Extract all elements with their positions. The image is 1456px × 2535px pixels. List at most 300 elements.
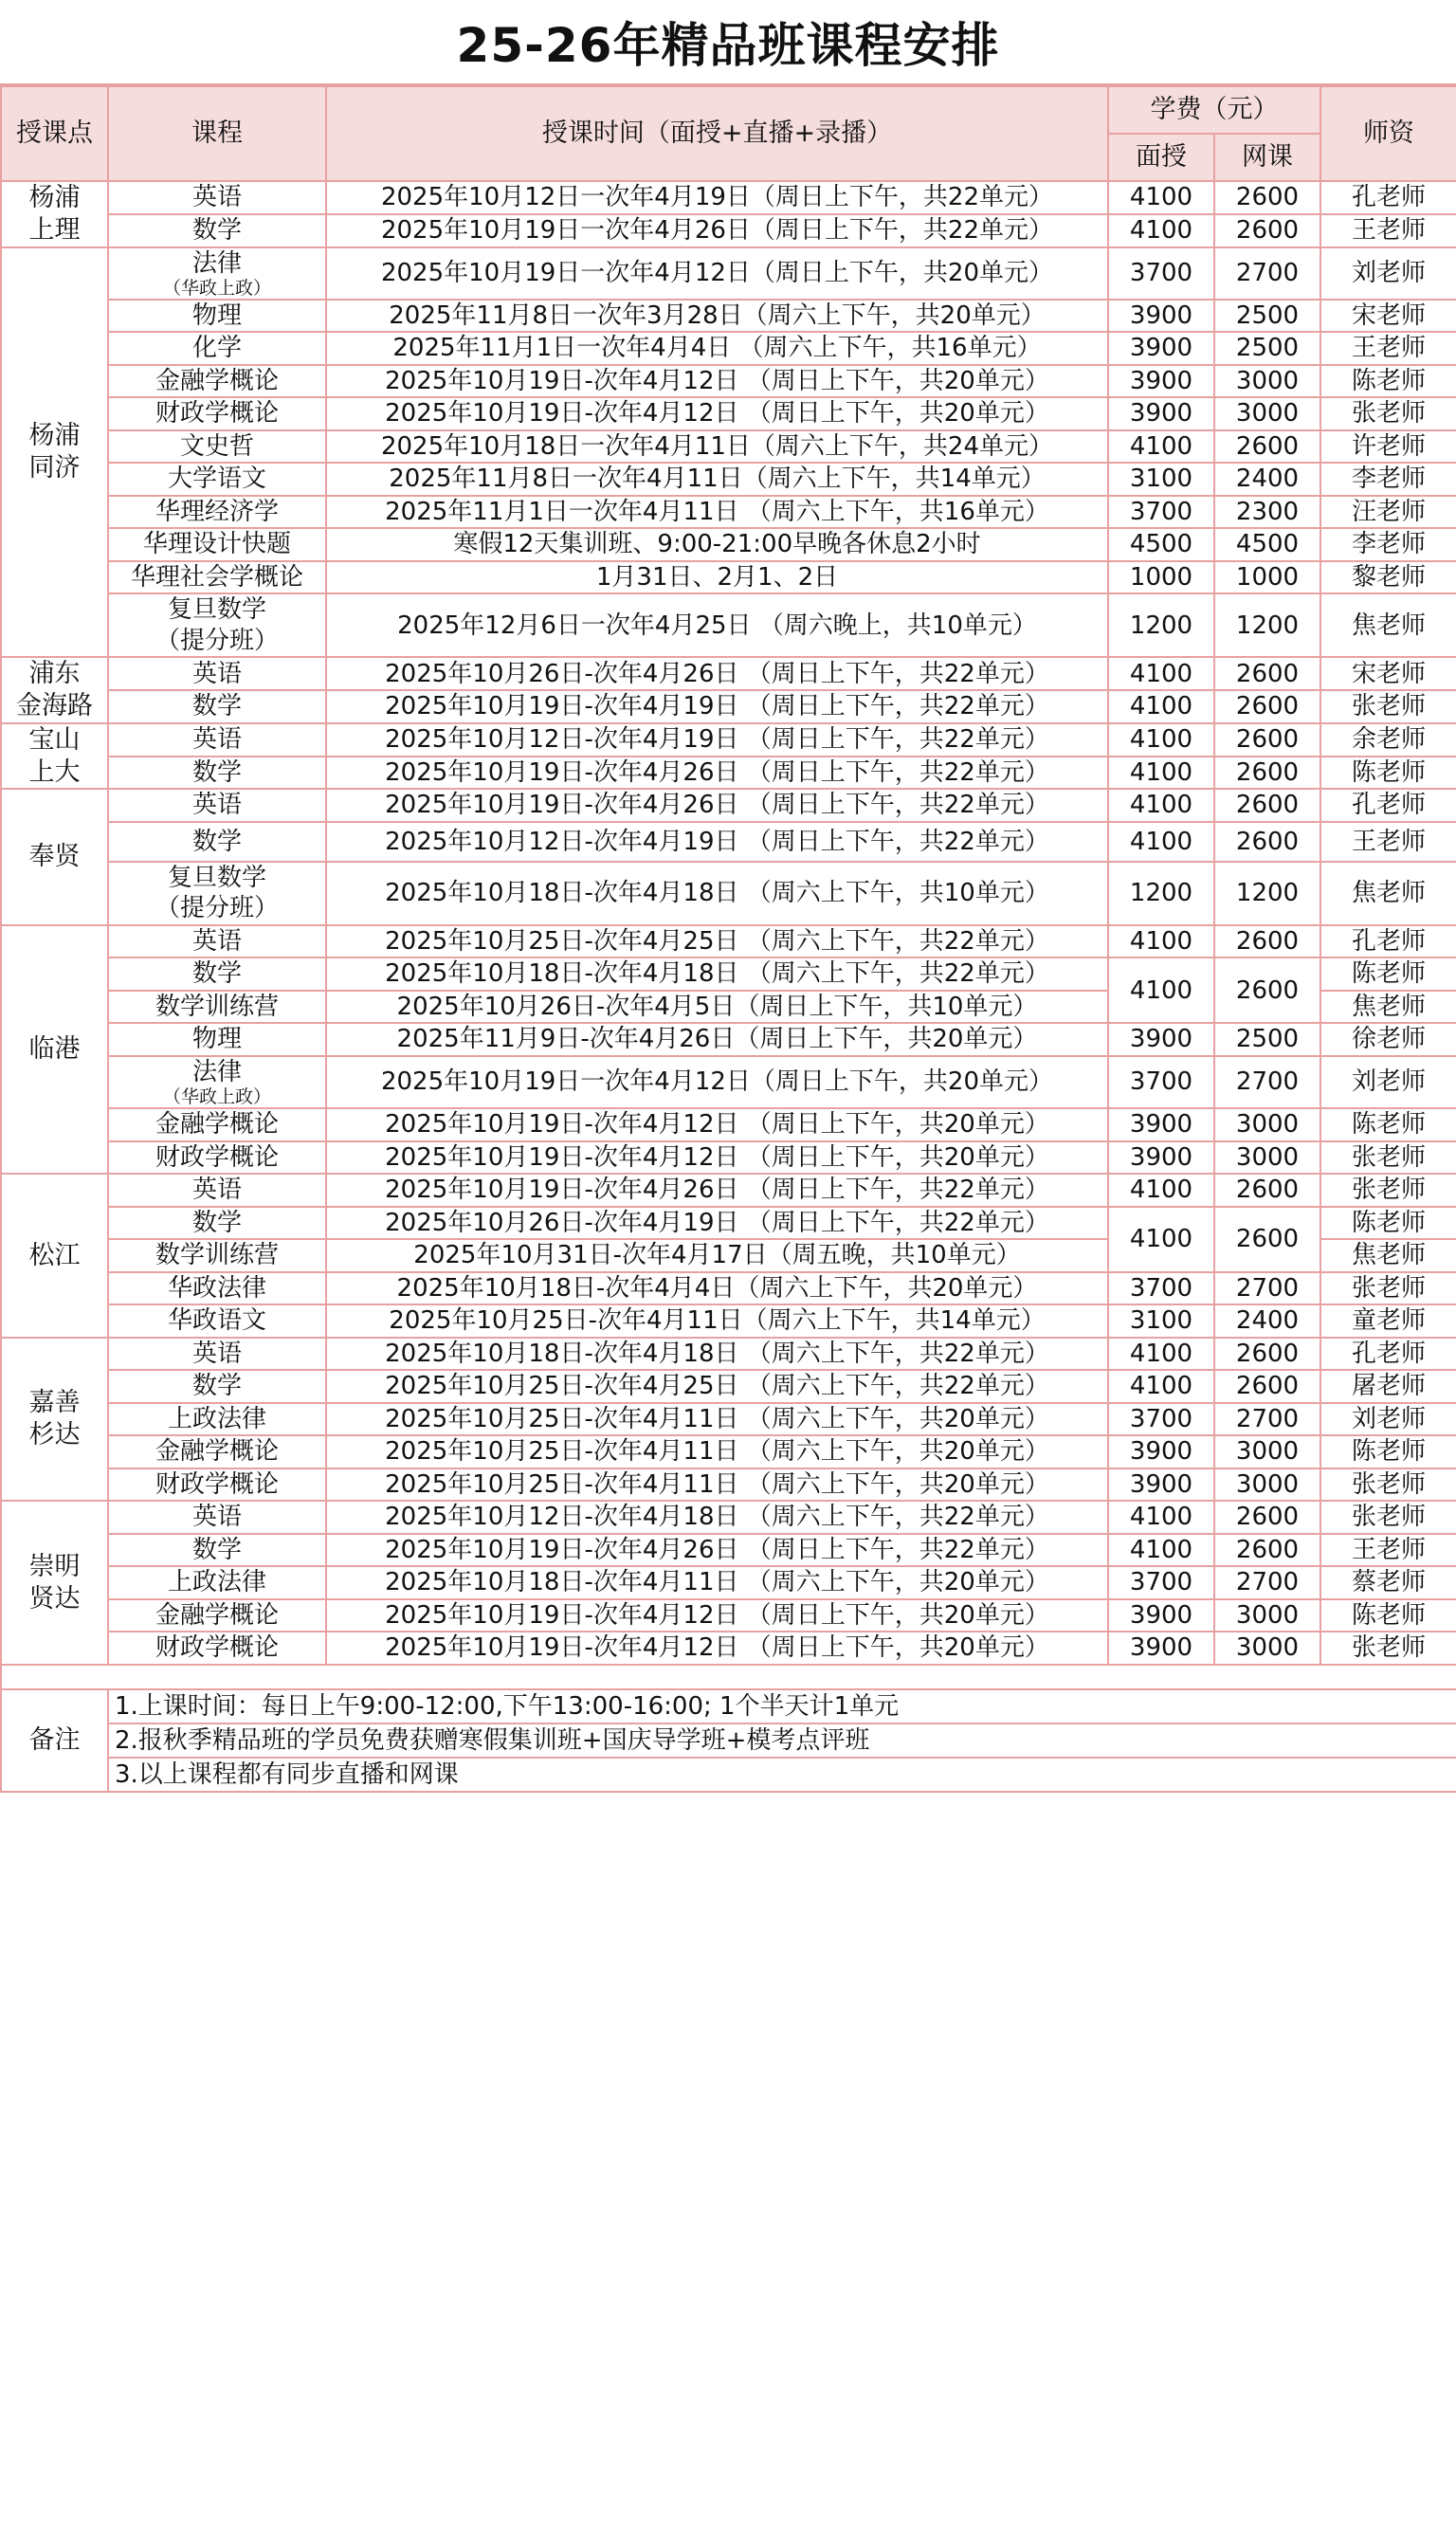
course-name: 英语 bbox=[191, 183, 242, 212]
location-label: 贤达 bbox=[28, 1583, 81, 1614]
table-row bbox=[1, 757, 1456, 790]
table-row bbox=[1, 1108, 1456, 1141]
header-in-person: 面授 bbox=[1108, 134, 1214, 181]
course-cell bbox=[108, 757, 326, 790]
teacher-cell: 焦老师 bbox=[1320, 1239, 1456, 1272]
time-cell: 2025年10月19日-次年4月12日 （周日上下午，共20单元） bbox=[326, 1599, 1108, 1632]
time-cell: 2025年10月25日-次年4月25日 （周六上下午，共22单元） bbox=[326, 925, 1108, 958]
fee-in-person-cell: 3900 bbox=[1108, 1108, 1214, 1141]
teacher-cell: 宋老师 bbox=[1320, 300, 1456, 333]
course-name: （提分班） bbox=[155, 626, 279, 655]
table-row bbox=[1, 1207, 1456, 1240]
course-cell bbox=[108, 690, 326, 723]
course-name: 物理 bbox=[191, 301, 242, 330]
location-label: 宝山 bbox=[28, 724, 81, 755]
course-cell bbox=[108, 1239, 326, 1272]
location-label: 上理 bbox=[28, 214, 81, 245]
fee-online-cell: 2600 bbox=[1214, 757, 1320, 790]
time-cell: 2025年12月6日一次年4月25日 （周六晚上，共10单元） bbox=[326, 593, 1108, 657]
course-name: 法律 bbox=[191, 248, 242, 278]
fee-in-person-cell: 4100 bbox=[1108, 181, 1214, 214]
course-cell bbox=[108, 214, 326, 247]
course-name: 大学语文 bbox=[167, 465, 266, 494]
table-row bbox=[1, 1501, 1456, 1534]
fee-online-cell: 3000 bbox=[1214, 397, 1320, 430]
fee-in-person-cell: 3700 bbox=[1108, 1403, 1214, 1436]
course-subtitle: （华政上政） bbox=[162, 1086, 271, 1108]
fee-online-cell: 2600 bbox=[1214, 1501, 1320, 1534]
course-cell bbox=[108, 1370, 326, 1403]
time-cell: 2025年11月1日一次年4月4日 （周六上下午，共16单元） bbox=[326, 332, 1108, 365]
teacher-cell: 刘老师 bbox=[1320, 247, 1456, 300]
teacher-cell: 张老师 bbox=[1320, 690, 1456, 723]
course-cell bbox=[108, 1056, 326, 1108]
teacher-cell: 陈老师 bbox=[1320, 1599, 1456, 1632]
teacher-cell: 陈老师 bbox=[1320, 1108, 1456, 1141]
teacher-cell: 屠老师 bbox=[1320, 1370, 1456, 1403]
teacher-cell: 孔老师 bbox=[1320, 181, 1456, 214]
fee-online-cell: 3000 bbox=[1214, 1599, 1320, 1632]
course-cell bbox=[108, 1108, 326, 1141]
course-cell bbox=[108, 181, 326, 214]
teacher-cell: 刘老师 bbox=[1320, 1403, 1456, 1436]
location-cell bbox=[1, 1338, 108, 1502]
teacher-cell: 王老师 bbox=[1320, 1534, 1456, 1567]
teacher-cell: 许老师 bbox=[1320, 430, 1456, 464]
table-row bbox=[1, 181, 1456, 214]
table-row bbox=[1, 593, 1456, 657]
course-name: 文史哲 bbox=[179, 431, 254, 461]
table-row bbox=[1, 957, 1456, 991]
notes-section bbox=[1, 1665, 1456, 1792]
fee-in-person-cell: 3900 bbox=[1108, 1599, 1214, 1632]
fee-in-person-cell: 3100 bbox=[1108, 1304, 1214, 1338]
time-cell: 2025年10月12日-次年4月19日 （周日上下午，共22单元） bbox=[326, 723, 1108, 757]
teacher-cell: 张老师 bbox=[1320, 397, 1456, 430]
table-row bbox=[1, 862, 1456, 925]
fee-in-person-cell: 3700 bbox=[1108, 247, 1214, 300]
time-cell: 2025年10月18日-次年4月18日 （周六上下午，共22单元） bbox=[326, 1338, 1108, 1371]
course-cell bbox=[108, 332, 326, 365]
schedule-table bbox=[0, 85, 1456, 1793]
location-label: 杨浦 bbox=[28, 421, 81, 451]
note-item: 2.报秋季精品班的学员免费获赠寒假集训班+国庆导学班+模考点评班 bbox=[108, 1723, 1456, 1758]
teacher-cell: 孔老师 bbox=[1320, 925, 1456, 958]
course-cell bbox=[108, 1207, 326, 1240]
fee-online-cell: 2600 bbox=[1214, 822, 1320, 862]
table-row bbox=[1, 1435, 1456, 1468]
course-name: 数学 bbox=[191, 1535, 242, 1564]
teacher-cell: 陈老师 bbox=[1320, 757, 1456, 790]
fee-online-cell: 2700 bbox=[1214, 1056, 1320, 1108]
fee-in-person-cell: 3700 bbox=[1108, 1056, 1214, 1108]
time-cell: 2025年10月26日-次年4月19日 （周日上下午，共22单元） bbox=[326, 1207, 1108, 1240]
fee-in-person-cell: 3900 bbox=[1108, 397, 1214, 430]
table-row bbox=[1, 430, 1456, 464]
course-name: 财政学概论 bbox=[155, 1142, 279, 1172]
location-cell bbox=[1, 789, 108, 925]
course-cell bbox=[108, 247, 326, 300]
header-teacher: 师资 bbox=[1320, 86, 1456, 181]
table-row bbox=[1, 1468, 1456, 1502]
time-cell: 2025年10月25日-次年4月11日 （周六上下午，共20单元） bbox=[326, 1468, 1108, 1502]
table-row bbox=[1, 1304, 1456, 1338]
fee-in-person-cell: 3700 bbox=[1108, 496, 1214, 529]
time-cell: 2025年11月8日一次年4月11日（周六上下午，共14单元） bbox=[326, 463, 1108, 496]
location-label: 奉贤 bbox=[28, 842, 81, 872]
time-cell: 2025年10月19日-次年4月26日 （周日上下午，共22单元） bbox=[326, 789, 1108, 822]
course-name: 华理设计快题 bbox=[142, 530, 291, 559]
teacher-cell: 陈老师 bbox=[1320, 1435, 1456, 1468]
fee-online-cell: 1200 bbox=[1214, 593, 1320, 657]
time-cell: 2025年10月19日-次年4月12日 （周日上下午，共20单元） bbox=[326, 1632, 1108, 1665]
table-row bbox=[1, 1056, 1456, 1108]
course-name: 数学 bbox=[191, 692, 242, 721]
time-cell: 1月31日、2月1、2日 bbox=[326, 561, 1108, 594]
teacher-cell: 陈老师 bbox=[1320, 957, 1456, 991]
time-cell: 2025年10月18日-次年4月18日 （周六上下午，共10单元） bbox=[326, 862, 1108, 925]
teacher-cell: 孔老师 bbox=[1320, 1338, 1456, 1371]
table-body bbox=[1, 181, 1456, 1665]
fee-in-person-cell: 1000 bbox=[1108, 561, 1214, 594]
course-name: 上政法律 bbox=[167, 1404, 266, 1433]
fee-online-cell: 1000 bbox=[1214, 561, 1320, 594]
course-name: 英语 bbox=[191, 725, 242, 755]
course-cell bbox=[108, 789, 326, 822]
time-cell: 2025年10月12日一次年4月19日（周日上下午，共22单元） bbox=[326, 181, 1108, 214]
fee-online-cell: 1200 bbox=[1214, 862, 1320, 925]
time-cell: 2025年10月19日-次年4月26日 （周日上下午，共22单元） bbox=[326, 1174, 1108, 1207]
course-cell bbox=[108, 862, 326, 925]
time-cell: 2025年10月19日-次年4月12日 （周日上下午，共20单元） bbox=[326, 397, 1108, 430]
course-cell bbox=[108, 1403, 326, 1436]
table-row bbox=[1, 1272, 1456, 1305]
header-location: 授课点 bbox=[1, 86, 108, 181]
course-cell bbox=[108, 300, 326, 333]
course-name: 数学训练营 bbox=[155, 1241, 279, 1270]
fee-online-cell: 3000 bbox=[1214, 1632, 1320, 1665]
teacher-cell: 李老师 bbox=[1320, 528, 1456, 561]
location-cell bbox=[1, 657, 108, 723]
time-cell: 2025年10月26日-次年4月26日 （周日上下午，共22单元） bbox=[326, 657, 1108, 690]
course-cell bbox=[108, 593, 326, 657]
table-row bbox=[1, 1403, 1456, 1436]
table-row bbox=[1, 822, 1456, 862]
location-label: 松江 bbox=[28, 1240, 81, 1270]
table-row bbox=[1, 300, 1456, 333]
time-cell: 2025年10月25日-次年4月11日（周六上下午，共14单元） bbox=[326, 1304, 1108, 1338]
fee-online-cell: 3000 bbox=[1214, 365, 1320, 398]
location-label: 上大 bbox=[28, 757, 81, 787]
teacher-cell: 余老师 bbox=[1320, 723, 1456, 757]
fee-online-cell: 2500 bbox=[1214, 300, 1320, 333]
course-name: 英语 bbox=[191, 791, 242, 820]
course-name: 金融学概论 bbox=[155, 1110, 279, 1140]
teacher-cell: 张老师 bbox=[1320, 1501, 1456, 1534]
fee-in-person-cell: 4100 bbox=[1108, 690, 1214, 723]
fee-online-cell: 3000 bbox=[1214, 1141, 1320, 1175]
course-name: 复旦数学 bbox=[167, 863, 266, 892]
teacher-cell: 李老师 bbox=[1320, 463, 1456, 496]
fee-online-cell: 3000 bbox=[1214, 1468, 1320, 1502]
teacher-cell: 汪老师 bbox=[1320, 496, 1456, 529]
fee-online-cell: 2600 bbox=[1214, 690, 1320, 723]
course-cell bbox=[108, 1435, 326, 1468]
course-cell bbox=[108, 1599, 326, 1632]
teacher-cell: 王老师 bbox=[1320, 822, 1456, 862]
course-name: 金融学概论 bbox=[155, 1437, 279, 1467]
course-cell bbox=[108, 657, 326, 690]
course-cell bbox=[108, 1338, 326, 1371]
course-cell bbox=[108, 822, 326, 862]
fee-in-person-cell: 3700 bbox=[1108, 1272, 1214, 1305]
fee-in-person-cell: 4100 bbox=[1108, 1207, 1214, 1272]
fee-online-cell: 2600 bbox=[1214, 789, 1320, 822]
time-cell: 2025年10月12日-次年4月18日 （周六上下午，共22单元） bbox=[326, 1501, 1108, 1534]
fee-in-person-cell: 3900 bbox=[1108, 1141, 1214, 1175]
course-name: 英语 bbox=[191, 1176, 242, 1205]
teacher-cell: 宋老师 bbox=[1320, 657, 1456, 690]
time-cell: 2025年11月8日一次年3月28日（周六上下午，共20单元） bbox=[326, 300, 1108, 333]
table-row bbox=[1, 657, 1456, 690]
course-name: 金融学概论 bbox=[155, 1600, 279, 1630]
teacher-cell: 张老师 bbox=[1320, 1632, 1456, 1665]
location-label: 崇明 bbox=[28, 1551, 81, 1581]
location-cell bbox=[1, 925, 108, 1174]
course-cell bbox=[108, 397, 326, 430]
teacher-cell: 孔老师 bbox=[1320, 789, 1456, 822]
course-name: 财政学概论 bbox=[155, 1633, 279, 1663]
time-cell: 2025年10月18日-次年4月11日 （周六上下午，共20单元） bbox=[326, 1566, 1108, 1599]
teacher-cell: 童老师 bbox=[1320, 1304, 1456, 1338]
table-row bbox=[1, 1023, 1456, 1056]
fee-online-cell: 2600 bbox=[1214, 657, 1320, 690]
fee-in-person-cell: 3900 bbox=[1108, 300, 1214, 333]
fee-in-person-cell: 3900 bbox=[1108, 332, 1214, 365]
fee-online-cell: 2400 bbox=[1214, 1304, 1320, 1338]
table-row bbox=[1, 925, 1456, 958]
time-cell: 2025年10月18日-次年4月4日（周六上下午，共20单元） bbox=[326, 1272, 1108, 1305]
table-row bbox=[1, 723, 1456, 757]
time-cell: 2025年10月19日一次年4月12日（周日上下午，共20单元） bbox=[326, 247, 1108, 300]
fee-in-person-cell: 3700 bbox=[1108, 1566, 1214, 1599]
course-name: 物理 bbox=[191, 1025, 242, 1054]
course-cell bbox=[108, 1174, 326, 1207]
course-name: 英语 bbox=[191, 926, 242, 956]
location-cell bbox=[1, 247, 108, 658]
table-row bbox=[1, 463, 1456, 496]
fee-online-cell: 2700 bbox=[1214, 1272, 1320, 1305]
course-cell bbox=[108, 925, 326, 958]
fee-in-person-cell: 4100 bbox=[1108, 925, 1214, 958]
course-cell bbox=[108, 528, 326, 561]
location-cell bbox=[1, 1501, 108, 1665]
time-cell: 2025年10月19日一次年4月26日（周日上下午，共22单元） bbox=[326, 214, 1108, 247]
table-row bbox=[1, 496, 1456, 529]
table-header bbox=[1, 86, 1456, 181]
table-row bbox=[1, 214, 1456, 247]
fee-in-person-cell: 4100 bbox=[1108, 214, 1214, 247]
fee-online-cell: 2600 bbox=[1214, 430, 1320, 464]
table-row bbox=[1, 397, 1456, 430]
fee-online-cell: 2600 bbox=[1214, 1338, 1320, 1371]
course-name: 上政法律 bbox=[167, 1568, 266, 1597]
fee-in-person-cell: 4100 bbox=[1108, 789, 1214, 822]
teacher-cell: 焦老师 bbox=[1320, 862, 1456, 925]
time-cell: 2025年10月18日-次年4月18日 （周六上下午，共22单元） bbox=[326, 957, 1108, 991]
fee-online-cell: 2600 bbox=[1214, 1534, 1320, 1567]
header-fee: 学费（元） bbox=[1108, 86, 1320, 134]
time-cell: 2025年10月19日-次年4月12日 （周日上下午，共20单元） bbox=[326, 1141, 1108, 1175]
fee-online-cell: 3000 bbox=[1214, 1108, 1320, 1141]
course-name: 法律 bbox=[191, 1057, 242, 1086]
fee-in-person-cell: 3900 bbox=[1108, 1023, 1214, 1056]
course-cell bbox=[108, 1566, 326, 1599]
fee-in-person-cell: 4500 bbox=[1108, 528, 1214, 561]
course-name: 华政语文 bbox=[167, 1306, 266, 1336]
time-cell: 2025年10月25日-次年4月11日 （周六上下午，共20单元） bbox=[326, 1435, 1108, 1468]
table-row bbox=[1, 1599, 1456, 1632]
course-cell bbox=[108, 1632, 326, 1665]
time-cell: 2025年10月31日-次年4月17日（周五晚，共10单元） bbox=[326, 1239, 1108, 1272]
fee-in-person-cell: 4100 bbox=[1108, 430, 1214, 464]
table-row bbox=[1, 1566, 1456, 1599]
course-name: 财政学概论 bbox=[155, 399, 279, 429]
course-name: 华理经济学 bbox=[155, 497, 279, 526]
time-cell: 2025年10月18日一次年4月11日（周六上下午，共24单元） bbox=[326, 430, 1108, 464]
time-cell: 寒假12天集训班、9:00-21:00早晚各休息2小时 bbox=[326, 528, 1108, 561]
course-cell bbox=[108, 561, 326, 594]
fee-online-cell: 2700 bbox=[1214, 1566, 1320, 1599]
teacher-cell: 张老师 bbox=[1320, 1141, 1456, 1175]
time-cell: 2025年11月9日-次年4月26日（周日上下午，共20单元） bbox=[326, 1023, 1108, 1056]
teacher-cell: 张老师 bbox=[1320, 1174, 1456, 1207]
note-item: 1.上课时间：每日上午9:00-12:00,下午13:00-16:00; 1个半天计1单元 bbox=[108, 1689, 1456, 1723]
course-name: 数学 bbox=[191, 827, 242, 856]
fee-online-cell: 2600 bbox=[1214, 1174, 1320, 1207]
fee-in-person-cell: 4100 bbox=[1108, 757, 1214, 790]
course-name: 数学 bbox=[191, 1372, 242, 1401]
fee-in-person-cell: 3900 bbox=[1108, 1435, 1214, 1468]
fee-in-person-cell: 3900 bbox=[1108, 365, 1214, 398]
fee-online-cell: 3000 bbox=[1214, 1435, 1320, 1468]
location-label: 浦东 bbox=[28, 659, 81, 689]
course-cell bbox=[108, 723, 326, 757]
course-name: 数学 bbox=[191, 215, 242, 245]
header-online: 网课 bbox=[1214, 134, 1320, 181]
table-row bbox=[1, 789, 1456, 822]
course-subtitle: （华政上政） bbox=[162, 278, 271, 299]
table-row bbox=[1, 365, 1456, 398]
course-name: 英语 bbox=[191, 659, 242, 688]
course-cell bbox=[108, 463, 326, 496]
table-row bbox=[1, 1338, 1456, 1371]
time-cell: 2025年10月19日-次年4月19日 （周日上下午，共22单元） bbox=[326, 690, 1108, 723]
fee-in-person-cell: 4100 bbox=[1108, 957, 1214, 1023]
teacher-cell: 王老师 bbox=[1320, 214, 1456, 247]
teacher-cell: 徐老师 bbox=[1320, 1023, 1456, 1056]
table-row bbox=[1, 528, 1456, 561]
location-label: 杉达 bbox=[28, 1420, 81, 1450]
course-cell bbox=[108, 991, 326, 1024]
course-name: 英语 bbox=[191, 1503, 242, 1532]
teacher-cell: 蔡老师 bbox=[1320, 1566, 1456, 1599]
course-cell bbox=[108, 496, 326, 529]
course-name: 数学 bbox=[191, 757, 242, 787]
fee-in-person-cell: 3100 bbox=[1108, 463, 1214, 496]
fee-online-cell: 2600 bbox=[1214, 925, 1320, 958]
note-item: 3.以上课程都有同步直播和网课 bbox=[108, 1758, 1456, 1792]
notes-label: 备注 bbox=[1, 1689, 108, 1792]
time-cell: 2025年10月25日-次年4月11日 （周六上下午，共20单元） bbox=[326, 1403, 1108, 1436]
course-cell bbox=[108, 1023, 326, 1056]
fee-in-person-cell: 1200 bbox=[1108, 593, 1214, 657]
fee-in-person-cell: 3900 bbox=[1108, 1632, 1214, 1665]
fee-online-cell: 2600 bbox=[1214, 214, 1320, 247]
fee-online-cell: 2600 bbox=[1214, 181, 1320, 214]
fee-online-cell: 4500 bbox=[1214, 528, 1320, 561]
table-row bbox=[1, 1141, 1456, 1175]
course-cell bbox=[108, 430, 326, 464]
fee-in-person-cell: 4100 bbox=[1108, 1370, 1214, 1403]
table-row bbox=[1, 690, 1456, 723]
location-label: 嘉善 bbox=[28, 1388, 81, 1418]
course-name: 数学 bbox=[191, 1208, 242, 1237]
fee-online-cell: 2300 bbox=[1214, 496, 1320, 529]
fee-online-cell: 2400 bbox=[1214, 463, 1320, 496]
table-row bbox=[1, 332, 1456, 365]
course-name: 财政学概论 bbox=[155, 1469, 279, 1499]
location-cell bbox=[1, 723, 108, 790]
fee-in-person-cell: 4100 bbox=[1108, 822, 1214, 862]
time-cell: 2025年10月19日-次年4月12日 （周日上下午，共20单元） bbox=[326, 365, 1108, 398]
teacher-cell: 黎老师 bbox=[1320, 561, 1456, 594]
course-cell bbox=[108, 957, 326, 991]
table-row bbox=[1, 1370, 1456, 1403]
course-name: 复旦数学 bbox=[167, 595, 266, 625]
course-name: 华政法律 bbox=[167, 1273, 266, 1303]
fee-online-cell: 2600 bbox=[1214, 957, 1320, 1023]
course-name: 化学 bbox=[191, 334, 242, 363]
teacher-cell: 张老师 bbox=[1320, 1272, 1456, 1305]
course-name: 数学训练营 bbox=[155, 992, 279, 1021]
course-cell bbox=[108, 1304, 326, 1338]
table-row bbox=[1, 247, 1456, 300]
page-title: 25-26年精品班课程安排 bbox=[0, 0, 1456, 85]
header-time: 授课时间（面授+直播+录播） bbox=[326, 86, 1108, 181]
fee-in-person-cell: 3900 bbox=[1108, 1468, 1214, 1502]
fee-in-person-cell: 1200 bbox=[1108, 862, 1214, 925]
teacher-cell: 刘老师 bbox=[1320, 1056, 1456, 1108]
location-label: 临港 bbox=[28, 1034, 81, 1065]
course-cell bbox=[108, 1141, 326, 1175]
fee-online-cell: 2500 bbox=[1214, 332, 1320, 365]
fee-in-person-cell: 4100 bbox=[1108, 723, 1214, 757]
fee-in-person-cell: 4100 bbox=[1108, 1501, 1214, 1534]
course-cell bbox=[108, 1501, 326, 1534]
teacher-cell: 张老师 bbox=[1320, 1468, 1456, 1502]
course-name: 数学 bbox=[191, 959, 242, 989]
course-name: 英语 bbox=[191, 1339, 242, 1368]
table-row bbox=[1, 1632, 1456, 1665]
time-cell: 2025年10月26日-次年4月5日（周日上下午，共10单元） bbox=[326, 991, 1108, 1024]
location-cell bbox=[1, 181, 108, 247]
location-label: 金海路 bbox=[16, 691, 93, 721]
fee-in-person-cell: 4100 bbox=[1108, 1534, 1214, 1567]
fee-online-cell: 2500 bbox=[1214, 1023, 1320, 1056]
course-cell bbox=[108, 1534, 326, 1567]
course-cell bbox=[108, 1468, 326, 1502]
